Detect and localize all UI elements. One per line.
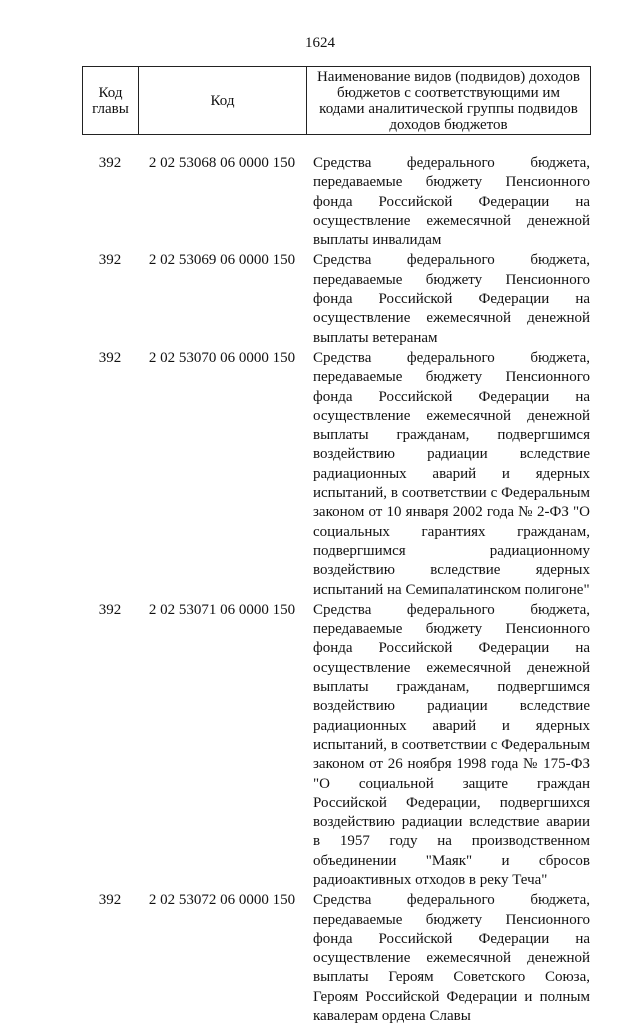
table-row xyxy=(0,154,640,250)
row-chapter-code: 392 xyxy=(98,155,122,171)
row-chapter-code: 392 xyxy=(98,601,122,618)
row-budget-code: 2 02 53068 06 0000 150 xyxy=(148,155,296,171)
row-chapter-code: 392 xyxy=(98,349,122,366)
table-row xyxy=(0,891,640,1026)
row-description: Средства федерального бюджета, передаваемые бюджету Пенсионного фонда Российской Федерации на осуществление ежемесячной денежной выплаты ветеранам xyxy=(313,252,590,346)
row-budget-code: 2 02 53070 06 0000 150 xyxy=(148,349,296,366)
row-description: Средства федерального бюджета, передаваемые бюджету Пенсионного фонда Российской Федерации на осуществление ежемесячной денежной выплаты гражданам, подвергшимся воздействию радиации вследствие радиационных аварий и ядерных испытаний, в соответствии с Федеральным законом от 26 ноября 1998 года № 175-ФЗ "О социальной защите граждан Российской Федерации, подвергшихся воздействию радиации вследствие аварии в 1957 году на производственном объединении "Маяк" и сбросов радиоактивных отходов в реку Теча" xyxy=(313,601,590,888)
table-row xyxy=(0,601,640,890)
row-budget-code: 2 02 53069 06 0000 150 xyxy=(148,252,296,269)
row-description: Средства федерального бюджета, передаваемые бюджету Пенсионного фонда Российской Федерации на осуществление ежемесячной денежной выплаты Героям Советского Союза, Героям Российской Федерации и полным кавалерам ордена Славы xyxy=(313,892,590,1025)
row-budget-code: 2 02 53072 06 0000 150 xyxy=(148,892,296,909)
page-number: 1624 xyxy=(305,35,335,51)
header-chapter-code xyxy=(83,67,139,134)
header-chapter-code-line2: главы xyxy=(92,100,129,117)
row-description: Средства федерального бюджета, передаваемые бюджету Пенсионного фонда Российской Федерации на осуществление ежемесячной денежной выплаты инвалидам xyxy=(313,155,590,249)
table-header xyxy=(82,66,591,135)
table-row xyxy=(0,349,640,600)
header-chapter-code-line1: Код xyxy=(98,84,123,101)
row-description: Средства федерального бюджета, передаваемые бюджету Пенсионного фонда Российской Федерации на осуществление ежемесячной денежной выплаты гражданам, подвергшимся воздействию радиации вследствие радиационных аварий и ядерных испытаний, в соответствии с Федеральным законом от 10 января 2002 года № 2-ФЗ "О социальных гарантиях гражданам, подвергшимся радиационному воздействию вследствие ядерных испытаний на Семипалатинском полигоне" xyxy=(313,349,590,598)
header-income-name: Наименование видов (подвидов) доходов бюджетов с соответствующими им кодами аналитической группы подвидов доходов бюджетов xyxy=(316,68,581,133)
row-chapter-code: 392 xyxy=(98,892,122,909)
row-chapter-code: 392 xyxy=(98,252,122,269)
row-budget-code: 2 02 53071 06 0000 150 xyxy=(148,601,296,618)
table-row xyxy=(0,251,640,347)
header-code: Код xyxy=(139,67,307,134)
table-body xyxy=(0,154,640,1026)
